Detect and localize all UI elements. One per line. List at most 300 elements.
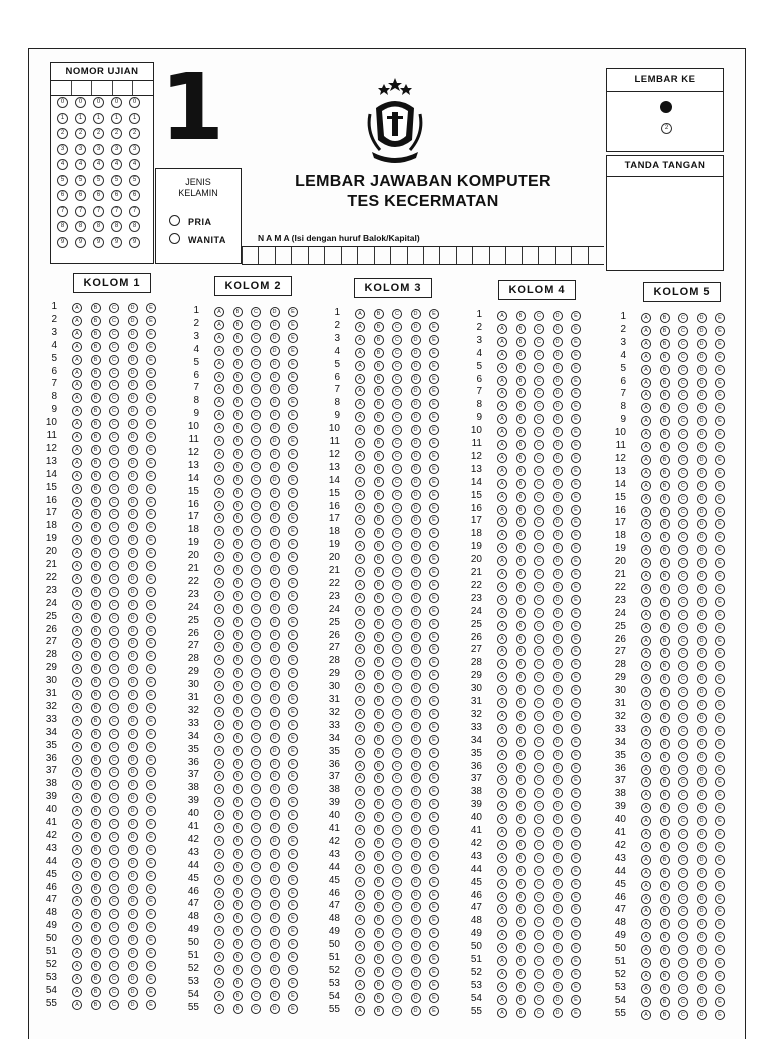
- answer-bubble[interactable]: D: [128, 677, 138, 687]
- answer-bubble[interactable]: B: [233, 604, 243, 614]
- answer-bubble[interactable]: B: [91, 755, 101, 765]
- answer-bubble[interactable]: D: [697, 648, 707, 658]
- answer-bubble[interactable]: D: [697, 378, 707, 388]
- answer-bubble[interactable]: C: [678, 390, 688, 400]
- answer-bubble[interactable]: D: [553, 840, 563, 850]
- answer-bubble[interactable]: E: [715, 545, 725, 555]
- answer-bubble[interactable]: A: [72, 316, 82, 326]
- answer-bubble[interactable]: D: [697, 674, 707, 684]
- answer-bubble[interactable]: A: [497, 517, 507, 527]
- answer-bubble[interactable]: C: [392, 451, 402, 461]
- answer-bubble[interactable]: D: [697, 313, 707, 323]
- answer-bubble[interactable]: E: [288, 978, 298, 988]
- answer-bubble[interactable]: A: [641, 416, 651, 426]
- answer-bubble[interactable]: D: [128, 884, 138, 894]
- answer-bubble[interactable]: C: [392, 322, 402, 332]
- answer-bubble[interactable]: A: [497, 388, 507, 398]
- answer-bubble[interactable]: C: [534, 982, 544, 992]
- answer-bubble[interactable]: D: [270, 720, 280, 730]
- answer-bubble[interactable]: D: [270, 849, 280, 859]
- nama-letter-cell[interactable]: [390, 247, 406, 264]
- answer-bubble[interactable]: D: [697, 352, 707, 362]
- answer-bubble[interactable]: E: [715, 494, 725, 504]
- answer-bubble[interactable]: A: [214, 759, 224, 769]
- answer-bubble[interactable]: A: [497, 453, 507, 463]
- answer-bubble[interactable]: D: [128, 806, 138, 816]
- answer-bubble[interactable]: A: [355, 902, 365, 912]
- nama-letter-cell[interactable]: [357, 247, 373, 264]
- answer-bubble[interactable]: D: [411, 735, 421, 745]
- answer-bubble[interactable]: B: [91, 703, 101, 713]
- answer-bubble[interactable]: D: [411, 580, 421, 590]
- answer-bubble[interactable]: D: [553, 608, 563, 618]
- answer-bubble[interactable]: B: [91, 303, 101, 313]
- answer-bubble[interactable]: B: [660, 378, 670, 388]
- answer-bubble[interactable]: E: [146, 342, 156, 352]
- answer-bubble[interactable]: A: [641, 519, 651, 529]
- answer-bubble[interactable]: A: [641, 403, 651, 413]
- answer-bubble[interactable]: D: [411, 683, 421, 693]
- answer-bubble[interactable]: E: [571, 672, 581, 682]
- answer-bubble[interactable]: D: [270, 939, 280, 949]
- answer-bubble[interactable]: A: [497, 505, 507, 515]
- answer-bubble[interactable]: B: [91, 1000, 101, 1010]
- answer-bubble[interactable]: E: [715, 803, 725, 813]
- answer-bubble[interactable]: C: [678, 584, 688, 594]
- answer-bubble[interactable]: B: [516, 492, 526, 502]
- answer-bubble[interactable]: A: [641, 894, 651, 904]
- nama-entry-row[interactable]: [242, 246, 604, 265]
- answer-bubble[interactable]: A: [641, 468, 651, 478]
- answer-bubble[interactable]: E: [715, 687, 725, 697]
- answer-bubble[interactable]: B: [660, 894, 670, 904]
- answer-bubble[interactable]: D: [411, 528, 421, 538]
- answer-bubble[interactable]: D: [128, 1000, 138, 1010]
- nomor-ujian-digit-bubble[interactable]: 8: [93, 221, 104, 232]
- answer-bubble[interactable]: A: [72, 445, 82, 455]
- nomor-ujian-digit-bubble[interactable]: 5: [75, 175, 86, 186]
- answer-bubble[interactable]: E: [571, 440, 581, 450]
- answer-bubble[interactable]: D: [270, 694, 280, 704]
- answer-bubble[interactable]: B: [91, 651, 101, 661]
- answer-bubble[interactable]: A: [214, 617, 224, 627]
- answer-bubble[interactable]: E: [429, 980, 439, 990]
- answer-bubble[interactable]: E: [146, 458, 156, 468]
- answer-bubble[interactable]: A: [497, 466, 507, 476]
- answer-bubble[interactable]: D: [128, 303, 138, 313]
- answer-bubble[interactable]: C: [678, 326, 688, 336]
- answer-bubble[interactable]: A: [72, 484, 82, 494]
- answer-bubble[interactable]: D: [411, 773, 421, 783]
- answer-bubble[interactable]: C: [392, 657, 402, 667]
- answer-bubble[interactable]: A: [497, 414, 507, 424]
- answer-bubble[interactable]: A: [641, 919, 651, 929]
- answer-bubble[interactable]: E: [429, 593, 439, 603]
- answer-bubble[interactable]: E: [715, 313, 725, 323]
- answer-bubble[interactable]: D: [128, 767, 138, 777]
- nama-letter-cell[interactable]: [242, 247, 258, 264]
- answer-bubble[interactable]: D: [553, 505, 563, 515]
- answer-bubble[interactable]: D: [411, 361, 421, 371]
- answer-bubble[interactable]: C: [678, 378, 688, 388]
- answer-bubble[interactable]: E: [429, 386, 439, 396]
- answer-bubble[interactable]: D: [553, 582, 563, 592]
- nomor-ujian-digit-bubble[interactable]: 8: [75, 221, 86, 232]
- nomor-ujian-digit-bubble[interactable]: 2: [93, 128, 104, 139]
- answer-bubble[interactable]: C: [678, 881, 688, 891]
- answer-bubble[interactable]: D: [270, 346, 280, 356]
- answer-bubble[interactable]: A: [214, 797, 224, 807]
- nama-letter-cell[interactable]: [275, 247, 291, 264]
- answer-bubble[interactable]: E: [571, 814, 581, 824]
- answer-bubble[interactable]: D: [411, 670, 421, 680]
- answer-bubble[interactable]: D: [411, 541, 421, 551]
- answer-bubble[interactable]: C: [392, 812, 402, 822]
- answer-bubble[interactable]: D: [270, 501, 280, 511]
- answer-bubble[interactable]: C: [109, 587, 119, 597]
- answer-bubble[interactable]: B: [660, 971, 670, 981]
- answer-bubble[interactable]: A: [355, 567, 365, 577]
- answer-bubble[interactable]: C: [678, 1010, 688, 1020]
- answer-bubble[interactable]: D: [697, 971, 707, 981]
- answer-bubble[interactable]: C: [678, 713, 688, 723]
- answer-bubble[interactable]: D: [553, 853, 563, 863]
- answer-bubble[interactable]: B: [660, 352, 670, 362]
- answer-bubble[interactable]: A: [355, 374, 365, 384]
- answer-bubble[interactable]: E: [146, 896, 156, 906]
- answer-bubble[interactable]: E: [288, 501, 298, 511]
- answer-bubble[interactable]: A: [214, 475, 224, 485]
- answer-bubble[interactable]: C: [109, 393, 119, 403]
- answer-bubble[interactable]: B: [660, 906, 670, 916]
- answer-bubble[interactable]: D: [411, 696, 421, 706]
- nama-letter-cell[interactable]: [571, 247, 587, 264]
- answer-bubble[interactable]: C: [109, 806, 119, 816]
- answer-bubble[interactable]: B: [374, 348, 384, 358]
- answer-bubble[interactable]: E: [146, 484, 156, 494]
- answer-bubble[interactable]: D: [697, 623, 707, 633]
- answer-bubble[interactable]: E: [146, 522, 156, 532]
- nomor-ujian-digit-bubble[interactable]: 3: [93, 144, 104, 155]
- answer-bubble[interactable]: C: [678, 790, 688, 800]
- answer-bubble[interactable]: B: [660, 919, 670, 929]
- answer-bubble[interactable]: A: [497, 1008, 507, 1018]
- answer-bubble[interactable]: C: [109, 832, 119, 842]
- answer-bubble[interactable]: D: [270, 836, 280, 846]
- answer-bubble[interactable]: D: [270, 759, 280, 769]
- answer-bubble[interactable]: D: [411, 722, 421, 732]
- answer-bubble[interactable]: D: [553, 969, 563, 979]
- answer-bubble[interactable]: A: [214, 888, 224, 898]
- answer-bubble[interactable]: E: [288, 913, 298, 923]
- answer-bubble[interactable]: C: [678, 313, 688, 323]
- answer-bubble[interactable]: E: [288, 1004, 298, 1014]
- answer-bubble[interactable]: E: [429, 967, 439, 977]
- answer-bubble[interactable]: D: [270, 539, 280, 549]
- answer-bubble[interactable]: D: [270, 462, 280, 472]
- answer-bubble[interactable]: B: [660, 519, 670, 529]
- answer-bubble[interactable]: E: [715, 519, 725, 529]
- answer-bubble[interactable]: C: [678, 648, 688, 658]
- answer-bubble[interactable]: C: [251, 475, 261, 485]
- answer-bubble[interactable]: B: [233, 565, 243, 575]
- answer-bubble[interactable]: C: [109, 535, 119, 545]
- answer-bubble[interactable]: A: [641, 713, 651, 723]
- answer-bubble[interactable]: E: [571, 595, 581, 605]
- answer-bubble[interactable]: A: [214, 913, 224, 923]
- answer-bubble[interactable]: B: [660, 455, 670, 465]
- answer-bubble[interactable]: E: [429, 786, 439, 796]
- answer-bubble[interactable]: D: [553, 930, 563, 940]
- answer-bubble[interactable]: A: [214, 591, 224, 601]
- answer-bubble[interactable]: A: [214, 720, 224, 730]
- answer-bubble[interactable]: A: [497, 801, 507, 811]
- answer-bubble[interactable]: B: [233, 359, 243, 369]
- answer-bubble[interactable]: A: [72, 419, 82, 429]
- answer-bubble[interactable]: E: [571, 956, 581, 966]
- answer-bubble[interactable]: E: [571, 840, 581, 850]
- answer-bubble[interactable]: D: [128, 355, 138, 365]
- answer-bubble[interactable]: B: [233, 642, 243, 652]
- answer-bubble[interactable]: E: [715, 816, 725, 826]
- answer-bubble[interactable]: C: [534, 401, 544, 411]
- answer-bubble[interactable]: D: [128, 471, 138, 481]
- answer-bubble[interactable]: C: [251, 642, 261, 652]
- answer-bubble[interactable]: C: [534, 1008, 544, 1018]
- answer-bubble[interactable]: E: [288, 849, 298, 859]
- nama-letter-cell[interactable]: [291, 247, 307, 264]
- answer-bubble[interactable]: B: [91, 368, 101, 378]
- answer-bubble[interactable]: B: [91, 819, 101, 829]
- answer-bubble[interactable]: A: [72, 329, 82, 339]
- answer-bubble[interactable]: C: [392, 773, 402, 783]
- answer-bubble[interactable]: E: [288, 681, 298, 691]
- answer-bubble[interactable]: A: [72, 535, 82, 545]
- answer-bubble[interactable]: B: [91, 329, 101, 339]
- answer-bubble[interactable]: A: [497, 363, 507, 373]
- answer-bubble[interactable]: A: [497, 943, 507, 953]
- answer-bubble[interactable]: E: [146, 716, 156, 726]
- answer-bubble[interactable]: A: [72, 961, 82, 971]
- answer-bubble[interactable]: C: [251, 849, 261, 859]
- answer-bubble[interactable]: B: [516, 363, 526, 373]
- answer-bubble[interactable]: A: [72, 987, 82, 997]
- answer-bubble[interactable]: D: [128, 819, 138, 829]
- answer-bubble[interactable]: B: [374, 838, 384, 848]
- answer-bubble[interactable]: B: [516, 1008, 526, 1018]
- answer-bubble[interactable]: C: [392, 619, 402, 629]
- answer-bubble[interactable]: A: [72, 471, 82, 481]
- answer-bubble[interactable]: E: [146, 884, 156, 894]
- answer-bubble[interactable]: A: [355, 786, 365, 796]
- answer-bubble[interactable]: E: [146, 664, 156, 674]
- answer-bubble[interactable]: E: [571, 388, 581, 398]
- answer-bubble[interactable]: B: [233, 1004, 243, 1014]
- answer-bubble[interactable]: B: [660, 429, 670, 439]
- answer-bubble[interactable]: C: [109, 509, 119, 519]
- answer-bubble[interactable]: C: [392, 554, 402, 564]
- answer-bubble[interactable]: C: [251, 449, 261, 459]
- answer-bubble[interactable]: E: [429, 632, 439, 642]
- answer-bubble[interactable]: C: [534, 595, 544, 605]
- answer-bubble[interactable]: D: [270, 604, 280, 614]
- answer-bubble[interactable]: B: [660, 468, 670, 478]
- answer-bubble[interactable]: A: [355, 709, 365, 719]
- answer-bubble[interactable]: D: [270, 513, 280, 523]
- answer-bubble[interactable]: E: [288, 397, 298, 407]
- answer-bubble[interactable]: C: [109, 793, 119, 803]
- nomor-ujian-digit-bubble[interactable]: 6: [129, 190, 140, 201]
- answer-bubble[interactable]: E: [429, 838, 439, 848]
- answer-bubble[interactable]: C: [251, 733, 261, 743]
- nomor-ujian-digit-bubble[interactable]: 7: [93, 206, 104, 217]
- answer-bubble[interactable]: B: [374, 580, 384, 590]
- answer-bubble[interactable]: C: [251, 913, 261, 923]
- answer-bubble[interactable]: C: [678, 481, 688, 491]
- answer-bubble[interactable]: E: [715, 739, 725, 749]
- answer-bubble[interactable]: C: [678, 339, 688, 349]
- answer-bubble[interactable]: B: [660, 442, 670, 452]
- answer-bubble[interactable]: A: [214, 397, 224, 407]
- answer-bubble[interactable]: A: [355, 799, 365, 809]
- answer-bubble[interactable]: B: [91, 535, 101, 545]
- answer-bubble[interactable]: C: [534, 930, 544, 940]
- answer-bubble[interactable]: A: [355, 528, 365, 538]
- answer-bubble[interactable]: C: [109, 458, 119, 468]
- answer-bubble[interactable]: C: [534, 530, 544, 540]
- answer-bubble[interactable]: B: [233, 746, 243, 756]
- nama-letter-cell[interactable]: [456, 247, 472, 264]
- answer-bubble[interactable]: E: [146, 548, 156, 558]
- answer-bubble[interactable]: C: [678, 868, 688, 878]
- answer-bubble[interactable]: B: [374, 541, 384, 551]
- answer-bubble[interactable]: C: [392, 941, 402, 951]
- answer-bubble[interactable]: C: [251, 784, 261, 794]
- answer-bubble[interactable]: E: [146, 806, 156, 816]
- answer-bubble[interactable]: B: [516, 427, 526, 437]
- answer-bubble[interactable]: D: [128, 793, 138, 803]
- answer-bubble[interactable]: C: [678, 932, 688, 942]
- answer-bubble[interactable]: E: [571, 505, 581, 515]
- answer-bubble[interactable]: C: [109, 664, 119, 674]
- answer-bubble[interactable]: C: [251, 630, 261, 640]
- answer-bubble[interactable]: C: [392, 606, 402, 616]
- answer-bubble[interactable]: B: [374, 309, 384, 319]
- answer-bubble[interactable]: A: [497, 775, 507, 785]
- answer-bubble[interactable]: A: [641, 945, 651, 955]
- answer-bubble[interactable]: B: [660, 326, 670, 336]
- answer-bubble[interactable]: B: [516, 517, 526, 527]
- answer-bubble[interactable]: C: [251, 926, 261, 936]
- answer-bubble[interactable]: B: [660, 623, 670, 633]
- answer-bubble[interactable]: D: [270, 320, 280, 330]
- answer-bubble[interactable]: A: [214, 771, 224, 781]
- answer-bubble[interactable]: B: [374, 683, 384, 693]
- answer-bubble[interactable]: D: [697, 816, 707, 826]
- answer-bubble[interactable]: E: [146, 380, 156, 390]
- answer-bubble[interactable]: A: [641, 623, 651, 633]
- answer-bubble[interactable]: E: [288, 436, 298, 446]
- answer-bubble[interactable]: E: [715, 971, 725, 981]
- answer-bubble[interactable]: D: [553, 646, 563, 656]
- answer-bubble[interactable]: B: [374, 374, 384, 384]
- answer-bubble[interactable]: B: [91, 664, 101, 674]
- answer-bubble[interactable]: C: [251, 668, 261, 678]
- answer-bubble[interactable]: E: [429, 657, 439, 667]
- answer-bubble[interactable]: A: [497, 763, 507, 773]
- answer-bubble[interactable]: B: [233, 591, 243, 601]
- answer-bubble[interactable]: B: [374, 773, 384, 783]
- answer-bubble[interactable]: D: [411, 786, 421, 796]
- answer-bubble[interactable]: B: [516, 711, 526, 721]
- answer-bubble[interactable]: B: [91, 574, 101, 584]
- answer-bubble[interactable]: A: [497, 440, 507, 450]
- answer-bubble[interactable]: E: [288, 707, 298, 717]
- answer-bubble[interactable]: D: [553, 943, 563, 953]
- answer-bubble[interactable]: D: [128, 419, 138, 429]
- answer-bubble[interactable]: C: [678, 687, 688, 697]
- answer-bubble[interactable]: E: [571, 621, 581, 631]
- answer-bubble[interactable]: D: [411, 399, 421, 409]
- answer-bubble[interactable]: E: [288, 604, 298, 614]
- answer-bubble[interactable]: D: [411, 748, 421, 758]
- answer-bubble[interactable]: D: [270, 359, 280, 369]
- answer-bubble[interactable]: E: [571, 685, 581, 695]
- answer-bubble[interactable]: C: [678, 906, 688, 916]
- answer-bubble[interactable]: E: [429, 425, 439, 435]
- answer-bubble[interactable]: B: [374, 490, 384, 500]
- answer-bubble[interactable]: B: [374, 696, 384, 706]
- answer-bubble[interactable]: D: [270, 630, 280, 640]
- answer-bubble[interactable]: E: [288, 462, 298, 472]
- answer-bubble[interactable]: C: [392, 838, 402, 848]
- answer-bubble[interactable]: C: [251, 1004, 261, 1014]
- answer-bubble[interactable]: B: [91, 471, 101, 481]
- answer-bubble[interactable]: B: [91, 948, 101, 958]
- answer-bubble[interactable]: B: [233, 952, 243, 962]
- answer-bubble[interactable]: D: [270, 423, 280, 433]
- answer-bubble[interactable]: B: [91, 342, 101, 352]
- answer-bubble[interactable]: B: [660, 313, 670, 323]
- answer-bubble[interactable]: C: [251, 320, 261, 330]
- answer-bubble[interactable]: A: [355, 412, 365, 422]
- answer-bubble[interactable]: B: [374, 657, 384, 667]
- answer-bubble[interactable]: D: [270, 475, 280, 485]
- answer-bubble[interactable]: C: [534, 388, 544, 398]
- answer-bubble[interactable]: D: [128, 613, 138, 623]
- answer-bubble[interactable]: D: [128, 432, 138, 442]
- answer-bubble[interactable]: C: [109, 716, 119, 726]
- answer-bubble[interactable]: A: [641, 597, 651, 607]
- nomor-ujian-digit-bubble[interactable]: 4: [75, 159, 86, 170]
- answer-bubble[interactable]: C: [678, 494, 688, 504]
- answer-bubble[interactable]: B: [374, 554, 384, 564]
- answer-bubble[interactable]: E: [288, 771, 298, 781]
- answer-bubble[interactable]: D: [270, 668, 280, 678]
- answer-bubble[interactable]: A: [72, 626, 82, 636]
- answer-bubble[interactable]: D: [553, 904, 563, 914]
- answer-bubble[interactable]: C: [678, 365, 688, 375]
- answer-bubble[interactable]: C: [392, 503, 402, 513]
- answer-bubble[interactable]: D: [411, 554, 421, 564]
- answer-bubble[interactable]: E: [571, 659, 581, 669]
- answer-bubble[interactable]: C: [534, 698, 544, 708]
- answer-bubble[interactable]: C: [251, 501, 261, 511]
- answer-bubble[interactable]: A: [641, 803, 651, 813]
- answer-bubble[interactable]: B: [374, 902, 384, 912]
- answer-bubble[interactable]: A: [497, 917, 507, 927]
- answer-bubble[interactable]: C: [678, 765, 688, 775]
